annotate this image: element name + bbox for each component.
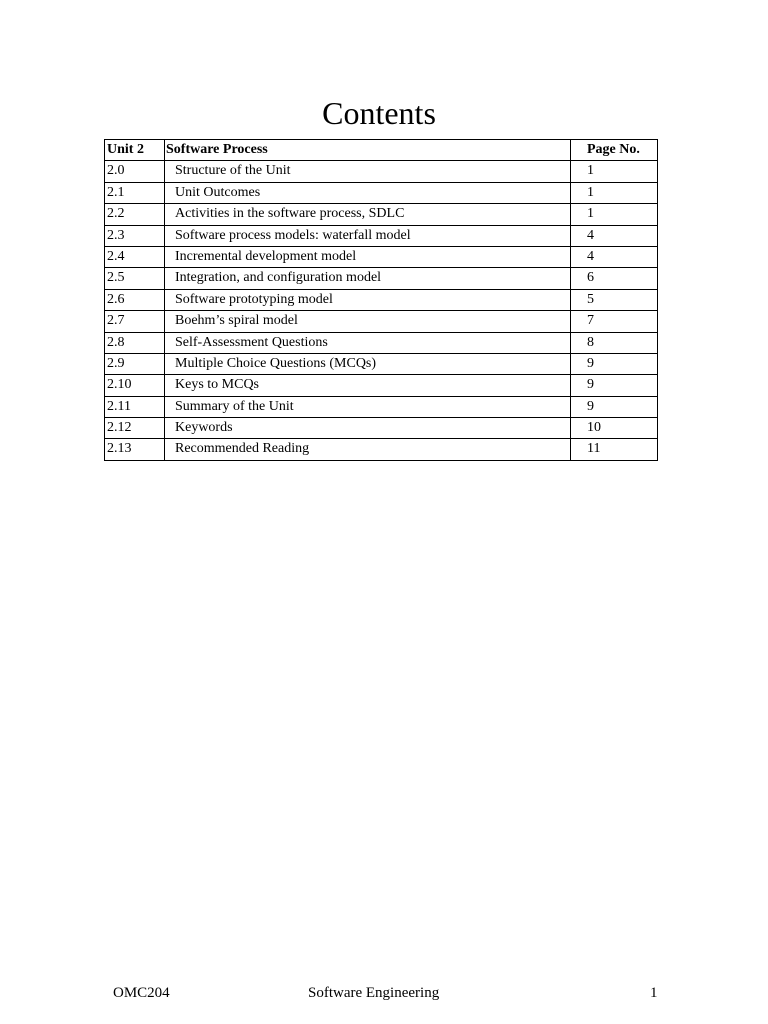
header-page: Page No. <box>571 140 658 161</box>
table-row <box>105 332 658 353</box>
section-number: 2.11 <box>105 396 165 417</box>
table-row <box>105 246 658 267</box>
table-row <box>105 204 658 225</box>
section-page: 1 <box>571 204 658 225</box>
table-row <box>105 182 658 203</box>
section-number: 2.3 <box>105 225 165 246</box>
table-row <box>105 439 658 460</box>
section-number: 2.2 <box>105 204 165 225</box>
section-number: 2.5 <box>105 268 165 289</box>
table-row <box>105 225 658 246</box>
section-title: Boehm’s spiral model <box>165 311 571 332</box>
section-title: Self-Assessment Questions <box>165 332 571 353</box>
section-number: 2.1 <box>105 182 165 203</box>
section-title: Software process models: waterfall model <box>165 225 571 246</box>
section-page: 1 <box>571 182 658 203</box>
table-header-row <box>105 140 658 161</box>
section-page: 4 <box>571 246 658 267</box>
section-page: 9 <box>571 353 658 374</box>
section-number: 2.10 <box>105 375 165 396</box>
section-title: Keys to MCQs <box>165 375 571 396</box>
table-row <box>105 418 658 439</box>
section-page: 10 <box>571 418 658 439</box>
section-title: Incremental development model <box>165 246 571 267</box>
section-title: Unit Outcomes <box>165 182 571 203</box>
section-title: Keywords <box>165 418 571 439</box>
table-row <box>105 396 658 417</box>
header-title: Software Process <box>165 140 571 161</box>
table-row <box>105 268 658 289</box>
section-page: 8 <box>571 332 658 353</box>
table-row <box>105 289 658 310</box>
section-number: 2.9 <box>105 353 165 374</box>
section-page: 4 <box>571 225 658 246</box>
table-row <box>105 311 658 332</box>
section-title: Software prototyping model <box>165 289 571 310</box>
section-page: 9 <box>571 375 658 396</box>
section-number: 2.4 <box>105 246 165 267</box>
section-number: 2.8 <box>105 332 165 353</box>
section-title: Multiple Choice Questions (MCQs) <box>165 353 571 374</box>
section-page: 11 <box>571 439 658 460</box>
table-row <box>105 375 658 396</box>
section-number: 2.6 <box>105 289 165 310</box>
section-page: 5 <box>571 289 658 310</box>
section-title: Activities in the software process, SDLC <box>165 204 571 225</box>
section-number: 2.13 <box>105 439 165 460</box>
table-row <box>105 353 658 374</box>
section-title: Structure of the Unit <box>165 161 571 182</box>
footer-course-name: Software Engineering <box>308 985 440 1001</box>
section-title: Recommended Reading <box>165 439 571 460</box>
header-unit: Unit 2 <box>105 140 165 161</box>
section-title: Integration, and configuration model <box>165 268 571 289</box>
section-number: 2.7 <box>105 311 165 332</box>
section-number: 2.12 <box>105 418 165 439</box>
footer-course-code: OMC204 <box>113 985 170 1001</box>
section-page: 1 <box>571 161 658 182</box>
section-title: Summary of the Unit <box>165 396 571 417</box>
section-number: 2.0 <box>105 161 165 182</box>
page-title: Contents <box>322 95 436 131</box>
contents-table <box>104 139 658 461</box>
section-page: 7 <box>571 311 658 332</box>
section-page: 9 <box>571 396 658 417</box>
section-page: 6 <box>571 268 658 289</box>
footer-page-number: 1 <box>650 985 658 1001</box>
table-row <box>105 161 658 182</box>
